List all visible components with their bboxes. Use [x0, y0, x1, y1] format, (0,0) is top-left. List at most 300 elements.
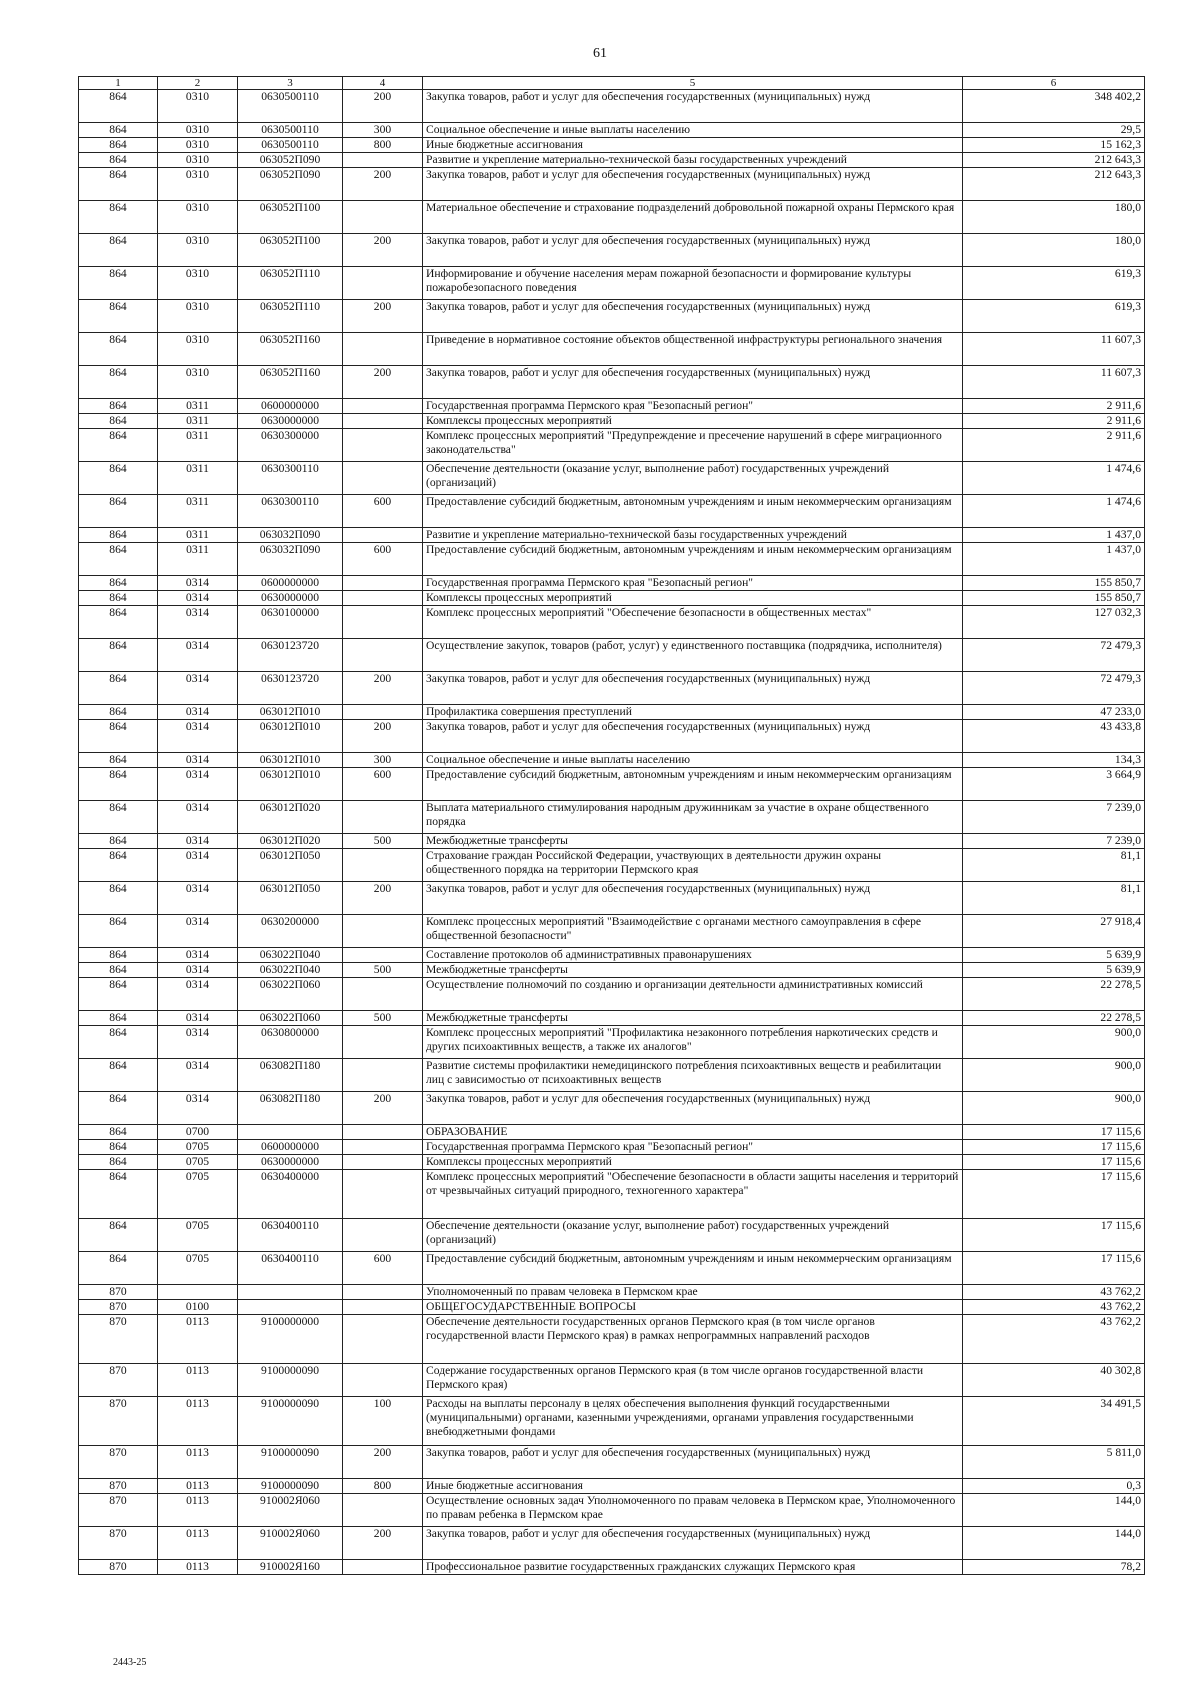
description-text: Уполномоченный по правам человека в Пермском крае [426, 1285, 698, 1298]
admin-code-cell: 864 [79, 366, 158, 399]
expense-type-cell: 200 [343, 1446, 423, 1479]
table-header [79, 77, 1145, 90]
table-row [79, 1300, 1145, 1315]
section-code-cell: 0700 [158, 1125, 238, 1140]
target-article-cell: 063012П010 [238, 720, 343, 753]
description-text: Профессиональное развитие государственных гражданских служащих Пермского края [426, 1560, 856, 1573]
table-row [79, 720, 1145, 753]
target-article-cell: 063082П180 [238, 1092, 343, 1125]
table-row [79, 1011, 1145, 1026]
amount-cell: 900,0 [963, 1059, 1145, 1092]
target-article-cell: 9100000090 [238, 1397, 343, 1446]
admin-code-cell: 864 [79, 267, 158, 300]
description-text: Закупка товаров, работ и услуг для обеспечения государственных (муниципальных) нужд [426, 168, 871, 181]
section-code-cell: 0314 [158, 978, 238, 1011]
section-code-cell: 0311 [158, 543, 238, 576]
admin-code-cell: 870 [79, 1494, 158, 1527]
section-code-cell: 0310 [158, 333, 238, 366]
description-cell [423, 1252, 963, 1285]
description-cell [423, 399, 963, 414]
admin-code-cell: 864 [79, 90, 158, 123]
target-article-cell: 0630500110 [238, 123, 343, 138]
amount-cell: 155 850,7 [963, 591, 1145, 606]
description-cell [423, 1364, 963, 1397]
expense-type-cell [343, 1219, 423, 1252]
table-row [79, 705, 1145, 720]
table-row [79, 90, 1145, 123]
amount-cell: 72 479,3 [963, 672, 1145, 705]
admin-code-cell: 864 [79, 576, 158, 591]
description-text: Осуществление основных задач Уполномоченного по правам человека в Пермском крае, Уполномоченного по правам ребенка в Пермском крае [426, 1494, 956, 1521]
amount-cell: 619,3 [963, 300, 1145, 333]
expense-type-cell [343, 1170, 423, 1219]
table-row [79, 1219, 1145, 1252]
amount-cell: 17 115,6 [963, 1252, 1145, 1285]
admin-code-cell: 864 [79, 138, 158, 153]
target-article-cell: 063052П160 [238, 366, 343, 399]
description-cell [423, 1446, 963, 1479]
section-code-cell: 0705 [158, 1155, 238, 1170]
amount-cell: 2 911,6 [963, 429, 1145, 462]
table-row [79, 399, 1145, 414]
target-article-cell: 063012П010 [238, 768, 343, 801]
target-article-cell: 0630400000 [238, 1170, 343, 1219]
table-row [79, 768, 1145, 801]
amount-cell: 180,0 [963, 234, 1145, 267]
amount-cell: 27 918,4 [963, 915, 1145, 948]
target-article-cell: 063022П040 [238, 948, 343, 963]
table-row [79, 528, 1145, 543]
table-row [79, 801, 1145, 834]
description-text: Выплата материального стимулирования народным дружинникам за участие в охране общественного порядка [426, 801, 929, 828]
section-code-cell: 0311 [158, 414, 238, 429]
target-article-cell: 0600000000 [238, 1140, 343, 1155]
description-cell [423, 753, 963, 768]
description-cell [423, 1140, 963, 1155]
description-cell [423, 168, 963, 201]
section-code-cell: 0113 [158, 1315, 238, 1364]
target-article-cell: 9100000090 [238, 1446, 343, 1479]
description-text: Развитие и укрепление материально-технической базы государственных учреждений [426, 528, 848, 541]
description-cell [423, 153, 963, 168]
amount-cell: 1 437,0 [963, 543, 1145, 576]
amount-cell: 155 850,7 [963, 576, 1145, 591]
expense-type-cell [343, 639, 423, 672]
expense-type-cell [343, 591, 423, 606]
expense-type-cell [343, 462, 423, 495]
section-code-cell: 0310 [158, 201, 238, 234]
header-col-1: 1 [79, 77, 158, 90]
description-text: Обеспечение деятельности государственных органов Пермского края (в том числе органов государственной власти Пермского края) в рамках непрограммных направлений расходов [426, 1315, 875, 1342]
expense-type-cell: 800 [343, 1479, 423, 1494]
expense-type-cell: 200 [343, 234, 423, 267]
expense-type-cell: 800 [343, 138, 423, 153]
table-row [79, 915, 1145, 948]
section-code-cell: 0314 [158, 834, 238, 849]
table-row [79, 639, 1145, 672]
target-article-cell: 063052П110 [238, 267, 343, 300]
expense-type-cell [343, 1494, 423, 1527]
target-article-cell: 0630400110 [238, 1219, 343, 1252]
description-text: Закупка товаров, работ и услуг для обеспечения государственных (муниципальных) нужд [426, 882, 871, 895]
description-text: Закупка товаров, работ и услуг для обеспечения государственных (муниципальных) нужд [426, 1527, 871, 1540]
target-article-cell: 063052П090 [238, 168, 343, 201]
description-cell [423, 639, 963, 672]
target-article-cell: 0630123720 [238, 639, 343, 672]
description-text: Комплекс процессных мероприятий "Обеспечение безопасности в области защиты населения и территорий от чрезвычайных ситуаций природного, техногенного характера" [426, 1170, 959, 1197]
admin-code-cell: 870 [79, 1479, 158, 1494]
admin-code-cell: 864 [79, 234, 158, 267]
description-cell [423, 333, 963, 366]
description-cell [423, 705, 963, 720]
description-text: Приведение в нормативное состояние объектов общественной инфраструктуры регионального значения [426, 333, 943, 346]
expense-type-cell: 300 [343, 123, 423, 138]
section-code-cell: 0314 [158, 768, 238, 801]
description-text: Межбюджетные трансферты [426, 963, 568, 976]
expense-type-cell [343, 414, 423, 429]
amount-cell: 5 639,9 [963, 948, 1145, 963]
target-article-cell: 0630500110 [238, 138, 343, 153]
expense-type-cell: 600 [343, 543, 423, 576]
description-text: Закупка товаров, работ и услуг для обеспечения государственных (муниципальных) нужд [426, 672, 871, 685]
admin-code-cell: 864 [79, 1059, 158, 1092]
description-cell [423, 1560, 963, 1575]
table-row [79, 123, 1145, 138]
target-article-cell: 0630300110 [238, 462, 343, 495]
expense-type-cell: 500 [343, 963, 423, 978]
amount-cell: 43 762,2 [963, 1315, 1145, 1364]
description-text: Государственная программа Пермского края "Безопасный регион" [426, 399, 754, 412]
amount-cell: 1 437,0 [963, 528, 1145, 543]
section-code-cell: 0314 [158, 915, 238, 948]
admin-code-cell: 864 [79, 495, 158, 528]
admin-code-cell: 864 [79, 543, 158, 576]
target-article-cell: 0630400110 [238, 1252, 343, 1285]
table-row [79, 1059, 1145, 1092]
table-row [79, 834, 1145, 849]
section-code-cell: 0705 [158, 1219, 238, 1252]
description-text: Иные бюджетные ассигнования [426, 1479, 583, 1492]
description-text: Информирование и обучение населения мерам пожарной безопасности и формирование культуры пожаробезопасного поведения [426, 267, 912, 294]
admin-code-cell: 864 [79, 201, 158, 234]
table-row [79, 963, 1145, 978]
expense-type-cell: 100 [343, 1397, 423, 1446]
section-code-cell: 0311 [158, 429, 238, 462]
admin-code-cell: 864 [79, 1026, 158, 1059]
expense-type-cell [343, 429, 423, 462]
description-cell [423, 201, 963, 234]
admin-code-cell: 864 [79, 1125, 158, 1140]
amount-cell: 1 474,6 [963, 462, 1145, 495]
amount-cell: 29,5 [963, 123, 1145, 138]
section-code-cell: 0310 [158, 90, 238, 123]
target-article-cell: 0630100000 [238, 606, 343, 639]
admin-code-cell: 870 [79, 1315, 158, 1364]
amount-cell: 900,0 [963, 1026, 1145, 1059]
description-text: Расходы на выплаты персоналу в целях обеспечения выполнения функций государственными (муниципальными) органами, казенными учреждениями, органами управления государственными внебюджетными фондами [426, 1397, 914, 1438]
section-code-cell: 0310 [158, 153, 238, 168]
table-row [79, 1446, 1145, 1479]
budget-table [78, 76, 1145, 1575]
section-code-cell: 0310 [158, 234, 238, 267]
description-cell [423, 576, 963, 591]
table-row [79, 1479, 1145, 1494]
expense-type-cell: 200 [343, 366, 423, 399]
admin-code-cell: 870 [79, 1446, 158, 1479]
description-cell [423, 672, 963, 705]
expense-type-cell [343, 1285, 423, 1300]
amount-cell: 2 911,6 [963, 399, 1145, 414]
amount-cell: 22 278,5 [963, 1011, 1145, 1026]
description-text: Иные бюджетные ассигнования [426, 138, 583, 151]
description-text: Материальное обеспечение и страхование подразделений добровольной пожарной охраны Пермского края [426, 201, 955, 214]
description-cell [423, 1155, 963, 1170]
target-article-cell: 0630000000 [238, 1155, 343, 1170]
expense-type-cell: 500 [343, 1011, 423, 1026]
section-code-cell: 0113 [158, 1479, 238, 1494]
expense-type-cell: 200 [343, 300, 423, 333]
amount-cell: 43 762,2 [963, 1285, 1145, 1300]
expense-type-cell: 200 [343, 672, 423, 705]
description-cell [423, 834, 963, 849]
section-code-cell: 0314 [158, 801, 238, 834]
expense-type-cell [343, 1315, 423, 1364]
table-body [79, 90, 1145, 1575]
description-text: Социальное обеспечение и иные выплаты населению [426, 753, 691, 766]
section-code-cell: 0310 [158, 168, 238, 201]
description-text: Обеспечение деятельности (оказание услуг, выполнение работ) государственных учреждений (организаций) [426, 1219, 890, 1246]
amount-cell: 43 762,2 [963, 1300, 1145, 1315]
target-article-cell: 910002Я060 [238, 1527, 343, 1560]
table-row [79, 672, 1145, 705]
description-cell [423, 720, 963, 753]
expense-type-cell [343, 1059, 423, 1092]
description-text: Обеспечение деятельности (оказание услуг, выполнение работ) государственных учреждений (организаций) [426, 462, 890, 489]
description-cell [423, 528, 963, 543]
amount-cell: 7 239,0 [963, 801, 1145, 834]
admin-code-cell: 864 [79, 429, 158, 462]
section-code-cell: 0314 [158, 1011, 238, 1026]
description-cell [423, 978, 963, 1011]
amount-cell: 22 278,5 [963, 978, 1145, 1011]
section-code-cell: 0311 [158, 495, 238, 528]
expense-type-cell: 200 [343, 720, 423, 753]
section-code-cell: 0310 [158, 267, 238, 300]
expense-type-cell [343, 606, 423, 639]
amount-cell: 144,0 [963, 1527, 1145, 1560]
amount-cell: 11 607,3 [963, 333, 1145, 366]
target-article-cell: 0600000000 [238, 399, 343, 414]
description-cell [423, 1125, 963, 1140]
description-cell [423, 1479, 963, 1494]
section-code-cell: 0314 [158, 948, 238, 963]
target-article-cell: 063012П010 [238, 753, 343, 768]
expense-type-cell [343, 1140, 423, 1155]
table-row [79, 1170, 1145, 1219]
admin-code-cell: 864 [79, 333, 158, 366]
description-text: Закупка товаров, работ и услуг для обеспечения государственных (муниципальных) нужд [426, 300, 871, 313]
expense-type-cell [343, 1026, 423, 1059]
description-cell [423, 1315, 963, 1364]
table-row [79, 1092, 1145, 1125]
table-row [79, 234, 1145, 267]
amount-cell: 11 607,3 [963, 366, 1145, 399]
section-code-cell: 0310 [158, 123, 238, 138]
amount-cell: 17 115,6 [963, 1155, 1145, 1170]
page-number: 61 [593, 46, 607, 61]
amount-cell: 619,3 [963, 267, 1145, 300]
table-row [79, 138, 1145, 153]
admin-code-cell: 870 [79, 1527, 158, 1560]
target-article-cell: 0630000000 [238, 414, 343, 429]
description-text: Содержание государственных органов Пермского края (в том числе органов государственной власти Пермского края) [426, 1364, 924, 1391]
description-cell [423, 948, 963, 963]
amount-cell: 3 664,9 [963, 768, 1145, 801]
amount-cell: 15 162,3 [963, 138, 1145, 153]
table-row [79, 882, 1145, 915]
expense-type-cell [343, 1125, 423, 1140]
target-article-cell: 0600000000 [238, 576, 343, 591]
admin-code-cell: 864 [79, 399, 158, 414]
target-article-cell: 910002Я160 [238, 1560, 343, 1575]
admin-code-cell: 864 [79, 300, 158, 333]
amount-cell: 348 402,2 [963, 90, 1145, 123]
target-article-cell: 0630800000 [238, 1026, 343, 1059]
table-row [79, 1560, 1145, 1575]
description-text: Закупка товаров, работ и услуг для обеспечения государственных (муниципальных) нужд [426, 234, 871, 247]
amount-cell: 72 479,3 [963, 639, 1145, 672]
amount-cell: 5 639,9 [963, 963, 1145, 978]
section-code-cell: 0314 [158, 720, 238, 753]
header-col-5: 5 [423, 77, 963, 90]
description-text: ОБЩЕГОСУДАРСТВЕННЫЕ ВОПРОСЫ [426, 1300, 637, 1313]
amount-cell: 81,1 [963, 849, 1145, 882]
admin-code-cell: 870 [79, 1285, 158, 1300]
footer-code: 2443-25 [113, 1657, 147, 1668]
target-article-cell: 063052П100 [238, 234, 343, 267]
expense-type-cell [343, 1155, 423, 1170]
amount-cell: 2 911,6 [963, 414, 1145, 429]
target-article-cell: 0630500110 [238, 90, 343, 123]
expense-type-cell [343, 153, 423, 168]
amount-cell: 7 239,0 [963, 834, 1145, 849]
admin-code-cell: 864 [79, 948, 158, 963]
target-article-cell: 063022П060 [238, 1011, 343, 1026]
table-row [79, 153, 1145, 168]
expense-type-cell [343, 801, 423, 834]
description-cell [423, 606, 963, 639]
description-cell [423, 882, 963, 915]
target-article-cell: 910002Я060 [238, 1494, 343, 1527]
table-row [79, 1026, 1145, 1059]
description-text: Осуществление закупок, товаров (работ, услуг) у единственного поставщика (подрядчика, исполнителя) [426, 639, 942, 652]
target-article-cell: 063052П090 [238, 153, 343, 168]
target-article-cell [238, 1125, 343, 1140]
table-row [79, 201, 1145, 234]
description-cell [423, 543, 963, 576]
section-code-cell: 0314 [158, 849, 238, 882]
table-row [79, 1125, 1145, 1140]
description-cell [423, 1170, 963, 1219]
section-code-cell: 0113 [158, 1494, 238, 1527]
target-article-cell: 063012П050 [238, 849, 343, 882]
admin-code-cell: 864 [79, 1140, 158, 1155]
description-text: Страхование граждан Российской Федерации, участвующих в деятельности дружин охраны общественного порядка на территории Пермского края [426, 849, 881, 876]
target-article-cell: 0630300000 [238, 429, 343, 462]
table-row [79, 849, 1145, 882]
admin-code-cell: 870 [79, 1560, 158, 1575]
admin-code-cell: 864 [79, 1219, 158, 1252]
description-text: Государственная программа Пермского края "Безопасный регион" [426, 576, 754, 589]
description-cell [423, 429, 963, 462]
description-cell [423, 768, 963, 801]
table-row [79, 333, 1145, 366]
amount-cell: 43 433,8 [963, 720, 1145, 753]
expense-type-cell [343, 1300, 423, 1315]
expense-type-cell: 200 [343, 1527, 423, 1560]
target-article-cell: 0630000000 [238, 591, 343, 606]
expense-type-cell: 200 [343, 168, 423, 201]
admin-code-cell: 864 [79, 1252, 158, 1285]
target-article-cell: 063032П090 [238, 528, 343, 543]
description-text: Профилактика совершения преступлений [426, 705, 632, 718]
table-row [79, 1494, 1145, 1527]
section-code-cell: 0314 [158, 639, 238, 672]
expense-type-cell [343, 201, 423, 234]
amount-cell: 0,3 [963, 1479, 1145, 1494]
description-cell [423, 300, 963, 333]
section-code-cell: 0314 [158, 753, 238, 768]
amount-cell: 47 233,0 [963, 705, 1145, 720]
target-article-cell: 0630123720 [238, 672, 343, 705]
section-code-cell: 0314 [158, 606, 238, 639]
target-article-cell [238, 1300, 343, 1315]
admin-code-cell: 864 [79, 672, 158, 705]
table-row [79, 1155, 1145, 1170]
section-code-cell: 0314 [158, 591, 238, 606]
description-cell [423, 915, 963, 948]
expense-type-cell [343, 399, 423, 414]
target-article-cell: 063022П040 [238, 963, 343, 978]
section-code-cell: 0113 [158, 1364, 238, 1397]
description-text: Закупка товаров, работ и услуг для обеспечения государственных (муниципальных) нужд [426, 1446, 871, 1459]
table-row [79, 168, 1145, 201]
target-article-cell: 9100000000 [238, 1315, 343, 1364]
description-text: Предоставление субсидий бюджетным, автономным учреждениям и иным некоммерческим организациям [426, 768, 952, 781]
section-code-cell: 0705 [158, 1140, 238, 1155]
target-article-cell: 063052П110 [238, 300, 343, 333]
description-text: Развитие системы профилактики немедицинского потребления психоактивных веществ и реабилитации лиц с зависимостью от психоактивных веществ [426, 1059, 942, 1086]
target-article-cell: 063032П090 [238, 543, 343, 576]
description-cell [423, 1092, 963, 1125]
description-text: Предоставление субсидий бюджетным, автономным учреждениям и иным некоммерческим организациям [426, 1252, 952, 1265]
table-row [79, 1364, 1145, 1397]
target-article-cell: 063012П050 [238, 882, 343, 915]
description-text: Комплекс процессных мероприятий "Обеспечение безопасности в общественных местах" [426, 606, 872, 619]
section-code-cell: 0314 [158, 576, 238, 591]
table-row [79, 1140, 1145, 1155]
expense-type-cell [343, 1364, 423, 1397]
header-col-3: 3 [238, 77, 343, 90]
target-article-cell: 063052П160 [238, 333, 343, 366]
amount-cell: 212 643,3 [963, 153, 1145, 168]
expense-type-cell [343, 267, 423, 300]
table-row [79, 1252, 1145, 1285]
description-text: Межбюджетные трансферты [426, 834, 568, 847]
section-code-cell: 0314 [158, 705, 238, 720]
admin-code-cell: 864 [79, 915, 158, 948]
description-cell [423, 1494, 963, 1527]
